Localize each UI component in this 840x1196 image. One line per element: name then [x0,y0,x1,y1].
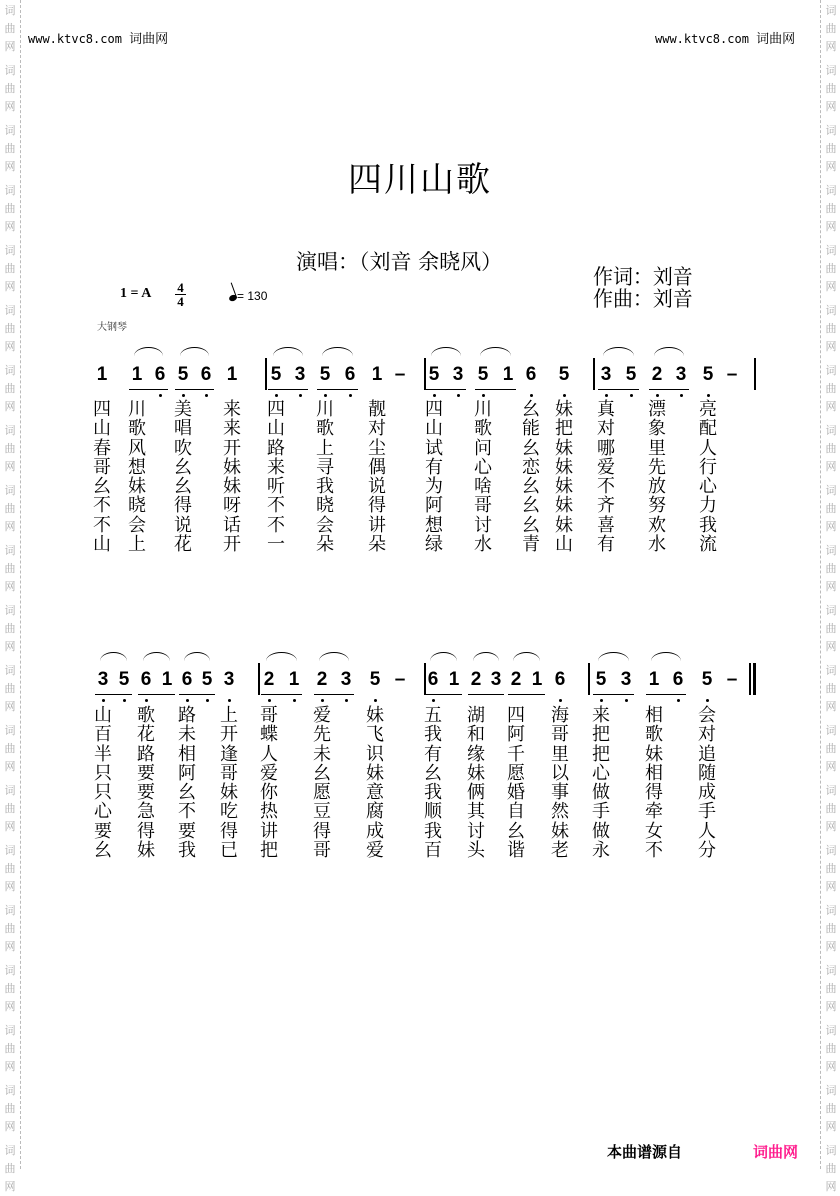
tempo-value: = 130 [237,289,268,303]
eighth-underline [646,694,686,695]
barline [424,358,426,390]
barline [424,663,426,695]
lyric-column: 相歌妹相得牵女不 [645,705,663,862]
note-6: 6 [344,364,356,385]
barline [258,663,260,695]
dash-sustain: – [726,364,738,385]
header-url-right [655,28,795,47]
watermark-text: 词 曲 网 [825,304,837,353]
slur [480,347,511,356]
lyric-column: 海哥里以事然妹老 [551,705,569,862]
slur [143,652,170,661]
low-octave-dot [630,394,633,397]
eighth-underline [261,694,302,695]
lyric-column: 真对哪爱不齐喜有 [597,399,615,556]
low-octave-dot [457,394,460,397]
low-octave-dot [706,699,709,702]
lyric-column: 湖和缘妹俩其讨头 [467,705,485,862]
watermark-text: 词 曲 网 [4,184,16,233]
note-6: 6 [181,669,193,690]
eighth-underline [426,389,466,390]
watermark-text: 词 曲 网 [4,1084,16,1133]
time-top: 4 [177,280,184,295]
low-octave-dot [275,394,278,397]
note-2: 2 [316,669,328,690]
footer-source-label: 本曲谱源自 [607,1143,683,1161]
watermark-text: 词 曲 网 [825,64,837,113]
watermark-text: 词 曲 网 [825,904,837,953]
watermark-text: 词 曲 网 [4,904,16,953]
lyricist-credit: 作词：刘音 [593,265,693,289]
composer-credit: 作曲：刘音 [593,287,693,311]
low-octave-dot [293,699,296,702]
note-3: 3 [223,669,235,690]
footer-site-link[interactable]: 词曲网 [753,1143,799,1161]
watermark-text: 词 曲 网 [825,784,837,833]
eighth-underline [314,694,354,695]
slur [273,347,303,356]
lyric-column: 上开逢哥妹吃得已 [220,705,238,862]
eighth-underline [179,694,215,695]
low-octave-dot [656,394,659,397]
lyric-column: 四山路来听不不一 [267,399,285,556]
watermark-text: 词 曲 网 [4,1144,16,1193]
watermark-text: 词 曲 网 [4,64,16,113]
low-octave-dot [482,394,485,397]
eighth-underline [508,694,545,695]
slur [322,347,353,356]
low-octave-dot [677,699,680,702]
lyric-column: 川歌风想妹晓会上 [128,399,146,556]
lyric-column: 歌花路要要急得妹 [137,705,155,862]
eighth-underline [268,389,308,390]
url-text: www.ktvc8.com [28,32,122,46]
slur [651,652,681,661]
low-octave-dot [145,699,148,702]
site-name: 词曲网 [129,32,169,47]
note-5: 5 [201,669,213,690]
low-octave-dot [205,394,208,397]
note-1: 1 [161,669,173,690]
site-name: 词曲网 [756,32,796,47]
lyric-column: 哥蝶人爱你热讲把 [260,705,278,862]
note-3: 3 [340,669,352,690]
watermark-text: 词 曲 网 [4,724,16,773]
song-title: 四川山歌 [348,160,492,200]
slur [603,347,634,356]
slur [319,652,349,661]
note-1: 1 [288,669,300,690]
watermark-text: 词 曲 网 [825,424,837,473]
note-3: 3 [97,669,109,690]
dash-sustain: – [394,669,406,690]
tempo-marking [229,289,267,303]
eighth-underline [598,389,639,390]
watermark-text: 词 曲 网 [4,544,16,593]
eighth-underline [468,694,504,695]
note-5: 5 [369,669,381,690]
note-6: 6 [200,364,212,385]
watermark-text: 词 曲 网 [825,244,837,293]
watermark-text: 词 曲 网 [825,1084,837,1133]
watermark-text: 词 曲 网 [825,124,837,173]
low-octave-dot [432,699,435,702]
low-octave-dot [707,394,710,397]
lyric-column: 亮配人行心力我流 [699,399,717,556]
watermark-text: 词 曲 网 [825,964,837,1013]
low-octave-dot [186,699,189,702]
slur [100,652,127,661]
watermark-text: 词 曲 网 [4,124,16,173]
watermark-text: 词 曲 网 [825,484,837,533]
barline [588,663,590,695]
low-octave-dot [349,394,352,397]
note-2: 2 [651,364,663,385]
eighth-underline [95,694,132,695]
watermark-text: 词 曲 网 [4,364,16,413]
eighth-underline [138,694,175,695]
note-6: 6 [154,364,166,385]
watermark-text: 词 曲 网 [825,604,837,653]
lyric-column: 四山试有为阿想绿 [425,399,443,556]
note-6: 6 [140,669,152,690]
lyric-column: 爱先未幺愿豆得哥 [313,705,331,862]
watermark-text: 词 曲 网 [825,724,837,773]
note-5: 5 [558,364,570,385]
note-6: 6 [554,669,566,690]
watermark-text: 词 曲 网 [4,424,16,473]
watermark-text: 词 曲 网 [4,484,16,533]
watermark-text: 词 曲 网 [4,304,16,353]
note-2: 2 [263,669,275,690]
note-5: 5 [477,364,489,385]
watermark-text: 词 曲 网 [825,664,837,713]
lyric-column: 会对追随成手人分 [698,705,716,862]
note-6: 6 [525,364,537,385]
note-5: 5 [595,669,607,690]
lyric-column: 川歌问心啥哥讨水 [474,399,492,556]
watermark-text: 词 曲 网 [825,4,837,53]
lyric-column: 路未相阿幺不要我 [178,705,196,862]
note-2: 2 [510,669,522,690]
url-text: www.ktvc8.com [655,32,749,46]
lyric-column: 幺能幺恋幺幺幺青 [522,399,540,556]
low-octave-dot [345,699,348,702]
note-1: 1 [131,364,143,385]
slur [266,652,297,661]
note-1: 1 [531,669,543,690]
low-octave-dot [559,699,562,702]
low-octave-dot [321,699,324,702]
watermark-text: 词 曲 网 [4,784,16,833]
watermark-text: 词 曲 网 [4,604,16,653]
lyric-column: 四阿千愿婚自幺谐 [507,705,525,862]
lyric-column: 来把把心做手做永 [592,705,610,862]
lyric-column: 川歌上寻我晓会朵 [316,399,334,556]
time-bottom: 4 [177,294,184,309]
low-octave-dot [563,394,566,397]
slur [430,652,457,661]
watermark-text: 词 曲 网 [4,244,16,293]
lyric-column: 妹把妹妹妹妹妹山 [555,399,573,556]
lyric-column: 漂象里先放努欢水 [648,399,666,556]
watermark-text: 词 曲 网 [825,844,837,893]
barline [754,358,756,390]
eighth-underline [593,694,634,695]
low-octave-dot [299,394,302,397]
low-octave-dot [600,699,603,702]
lyric-column: 妹飞识妹意腐成爱 [366,705,384,862]
note-2: 2 [470,669,482,690]
key-signature: 1 = A [120,286,152,301]
barline [265,358,267,390]
note-3: 3 [600,364,612,385]
watermark-text: 词 曲 网 [4,964,16,1013]
slur [431,347,461,356]
note-1: 1 [648,669,660,690]
eighth-underline [175,389,214,390]
watermark-text: 词 曲 网 [825,364,837,413]
watermark-text: 词 曲 网 [825,1024,837,1073]
dash-sustain: – [394,364,406,385]
note-5: 5 [625,364,637,385]
watermark-text: 词 曲 网 [4,1024,16,1073]
note-5: 5 [118,669,130,690]
slur [473,652,499,661]
eighth-underline [317,389,358,390]
eighth-underline [425,694,462,695]
low-octave-dot [433,394,436,397]
note-5: 5 [428,364,440,385]
low-octave-dot [530,394,533,397]
note-6: 6 [427,669,439,690]
final-barline-thin [749,663,751,695]
eighth-underline [475,389,516,390]
watermark-text: 词 曲 网 [4,4,16,53]
slur [180,347,209,356]
note-5: 5 [701,669,713,690]
slur [134,347,163,356]
dash-sustain: – [726,669,738,690]
watermark-text: 词 曲 网 [825,184,837,233]
note-3: 3 [452,364,464,385]
low-octave-dot [102,699,105,702]
lyric-column: 四山春哥幺不不山 [93,399,111,556]
low-octave-dot [123,699,126,702]
lyric-column: 靓对尘偶说得讲朵 [368,399,386,556]
barline [593,358,595,390]
time-signature [175,281,186,308]
low-octave-dot [159,394,162,397]
lyric-column: 美唱吹幺幺得说花 [174,399,192,556]
low-octave-dot [680,394,683,397]
note-5: 5 [702,364,714,385]
header-url-left [28,28,168,47]
low-octave-dot [625,699,628,702]
note-5: 5 [319,364,331,385]
note-1: 1 [371,364,383,385]
note-6: 6 [672,669,684,690]
lyric-column: 五我有幺我顺我百 [424,705,442,862]
low-octave-dot [268,699,271,702]
lyric-column: 山百半只只心要幺 [94,705,112,862]
note-3: 3 [675,364,687,385]
note-1: 1 [226,364,238,385]
slur [598,652,629,661]
eighth-underline [129,389,168,390]
slur [513,652,540,661]
note-3: 3 [490,669,502,690]
watermark-text: 词 曲 网 [825,544,837,593]
low-octave-dot [324,394,327,397]
low-octave-dot [605,394,608,397]
watermark-text: 词 曲 网 [825,1144,837,1193]
low-octave-dot [182,394,185,397]
slur [654,347,684,356]
final-barline-thick [753,663,756,695]
low-octave-dot [374,699,377,702]
note-5: 5 [270,364,282,385]
instrument-label: 大钢琴 [97,322,127,333]
watermark-text: 词 曲 网 [4,844,16,893]
note-1: 1 [448,669,460,690]
note-1: 1 [96,364,108,385]
low-octave-dot [228,699,231,702]
note-3: 3 [620,669,632,690]
low-octave-dot [206,699,209,702]
note-1: 1 [502,364,514,385]
eighth-underline [649,389,689,390]
note-5: 5 [177,364,189,385]
lyric-column: 来来开妹妹呀话开 [223,399,241,556]
slur [184,652,210,661]
singer-credit: 演唱：（刘音 余晓风） [296,250,503,274]
watermark-text: 词 曲 网 [4,664,16,713]
note-3: 3 [294,364,306,385]
